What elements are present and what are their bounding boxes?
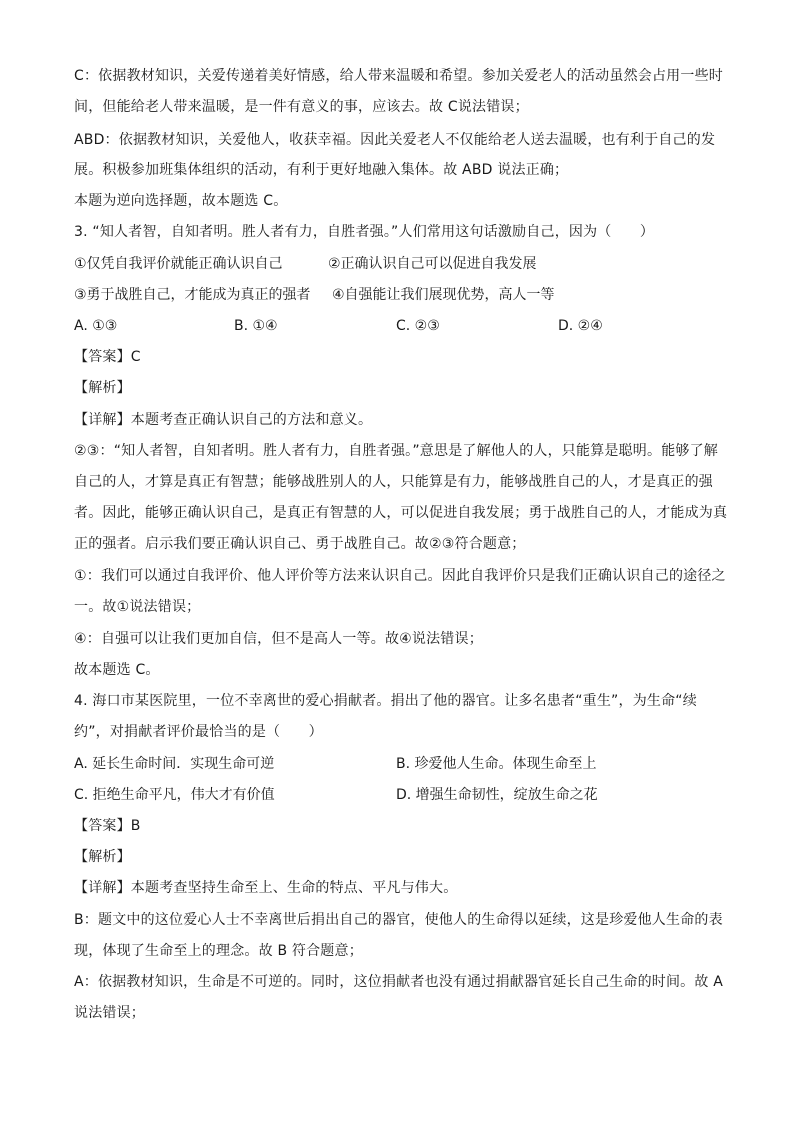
q3-answer: 【答案】C [74, 349, 141, 365]
q3-paragraph: ①：我们可以通过自我评价、他人评价等方法来认识自己。因此自我评价只是我们正确认识自己的途径之 [74, 568, 726, 584]
q4-analysis-heading: 【解析】 [74, 849, 131, 865]
q4-option-a: A. 延长生命时间．实现生命可逆 [74, 756, 275, 772]
q4-detail: 【详解】本题考查坚持生命至上、生命的特点、平凡与伟大。 [74, 880, 458, 896]
text-line: 展。积极参加班集体组织的活动，有利于更好地融入集体。故 ABD 说法正确； [74, 162, 569, 178]
q3-paragraph: 自己的人，才算是真正有智慧；能够战胜别人的人，只能算是有力，能够战胜自己的人，才是真正的强 [74, 474, 713, 490]
q3-statement-3: ③勇于战胜自己，才能成为真正的强者 [74, 287, 311, 303]
q4-paragraph: 现，体现了生命至上的理念。故 B 符合题意； [74, 943, 363, 959]
q3-option-a: A. ①③ [74, 318, 118, 334]
question-4-stem: 约”，对捐献者评价最恰当的是（ ） [74, 724, 323, 740]
q3-paragraph: ②③：“知人者智，自知者明。胜人者有力，自胜者强。”意思是了解他人的人，只能算是聪明。能够了解 [74, 443, 719, 459]
question-3-stem: 3. “知人者智，自知者明。胜人者有力，自胜者强。”人们常用这句话激励自己，因为（ ） [74, 224, 655, 240]
text-line: 本题为逆向选择题，故本题选 C。 [74, 193, 288, 209]
q3-statement-4: ④自强能让我们展现优势，高人一等 [332, 287, 555, 303]
q4-paragraph: B：题文中的这位爱心人士不幸离世后捐出自己的器官，使他人的生命得以延续，这是珍爱他人生命的表 [74, 912, 723, 928]
q3-statement-2: ②正确认识自己可以促进自我发展 [328, 256, 537, 272]
text-line: ABD：依据教材知识，关爱他人，收获幸福。因此关爱老人不仅能给老人送去温暖，也有利于自己的发 [74, 132, 716, 148]
q3-paragraph: 一。故①说法错误； [74, 599, 201, 615]
q3-paragraph: 正的强者。启示我们要正确认识自己、勇于战胜自己。故②③符合题意； [74, 536, 526, 552]
text-line: C：依据教材知识，关爱传递着美好情感，给人带来温暖和希望。参加关爱老人的活动虽然会占用一些时 [74, 68, 723, 84]
q4-answer: 【答案】B [74, 818, 141, 834]
q3-paragraph: 故本题选 C。 [74, 662, 160, 678]
q4-paragraph: 说法错误； [74, 1005, 145, 1021]
question-4-stem: 4. 海口市某医院里，一位不幸离世的爱心捐献者。捐出了他的器官。让多名患者“重生”，为生命“续 [74, 693, 697, 709]
q4-paragraph: A：依据教材知识，生命是不可逆的。同时，这位捐献者也没有通过捐献器官延长自己生命的时间。故 A [74, 974, 724, 990]
q3-statement-1: ①仅凭自我评价就能正确认识自己 [74, 256, 283, 272]
q4-option-c: C. 拒绝生命平凡，伟大才有价值 [74, 787, 275, 803]
q3-option-b: B. ①④ [234, 318, 278, 334]
q4-option-b: B. 珍爱他人生命。体现生命至上 [396, 756, 597, 772]
q3-detail: 【详解】本题考查正确认识自己的方法和意义。 [74, 412, 373, 428]
q3-paragraph: 者。因此，能够正确认识自己，是真正有智慧的人，可以促进自我发展；勇于战胜自己的人，才能成为真 [74, 505, 728, 521]
text-line: 间，但能给老人带来温暖，是一件有意义的事，应该去。故 C说法错误； [74, 99, 529, 115]
q3-option-c: C. ②③ [396, 318, 440, 334]
q3-paragraph: ④：自强可以让我们更加自信，但不是高人一等。故④说法错误； [74, 631, 483, 647]
q4-option-d: D. 增强生命韧性，绽放生命之花 [396, 787, 598, 803]
q3-option-d: D. ②④ [558, 318, 603, 334]
q3-analysis-heading: 【解析】 [74, 380, 131, 396]
